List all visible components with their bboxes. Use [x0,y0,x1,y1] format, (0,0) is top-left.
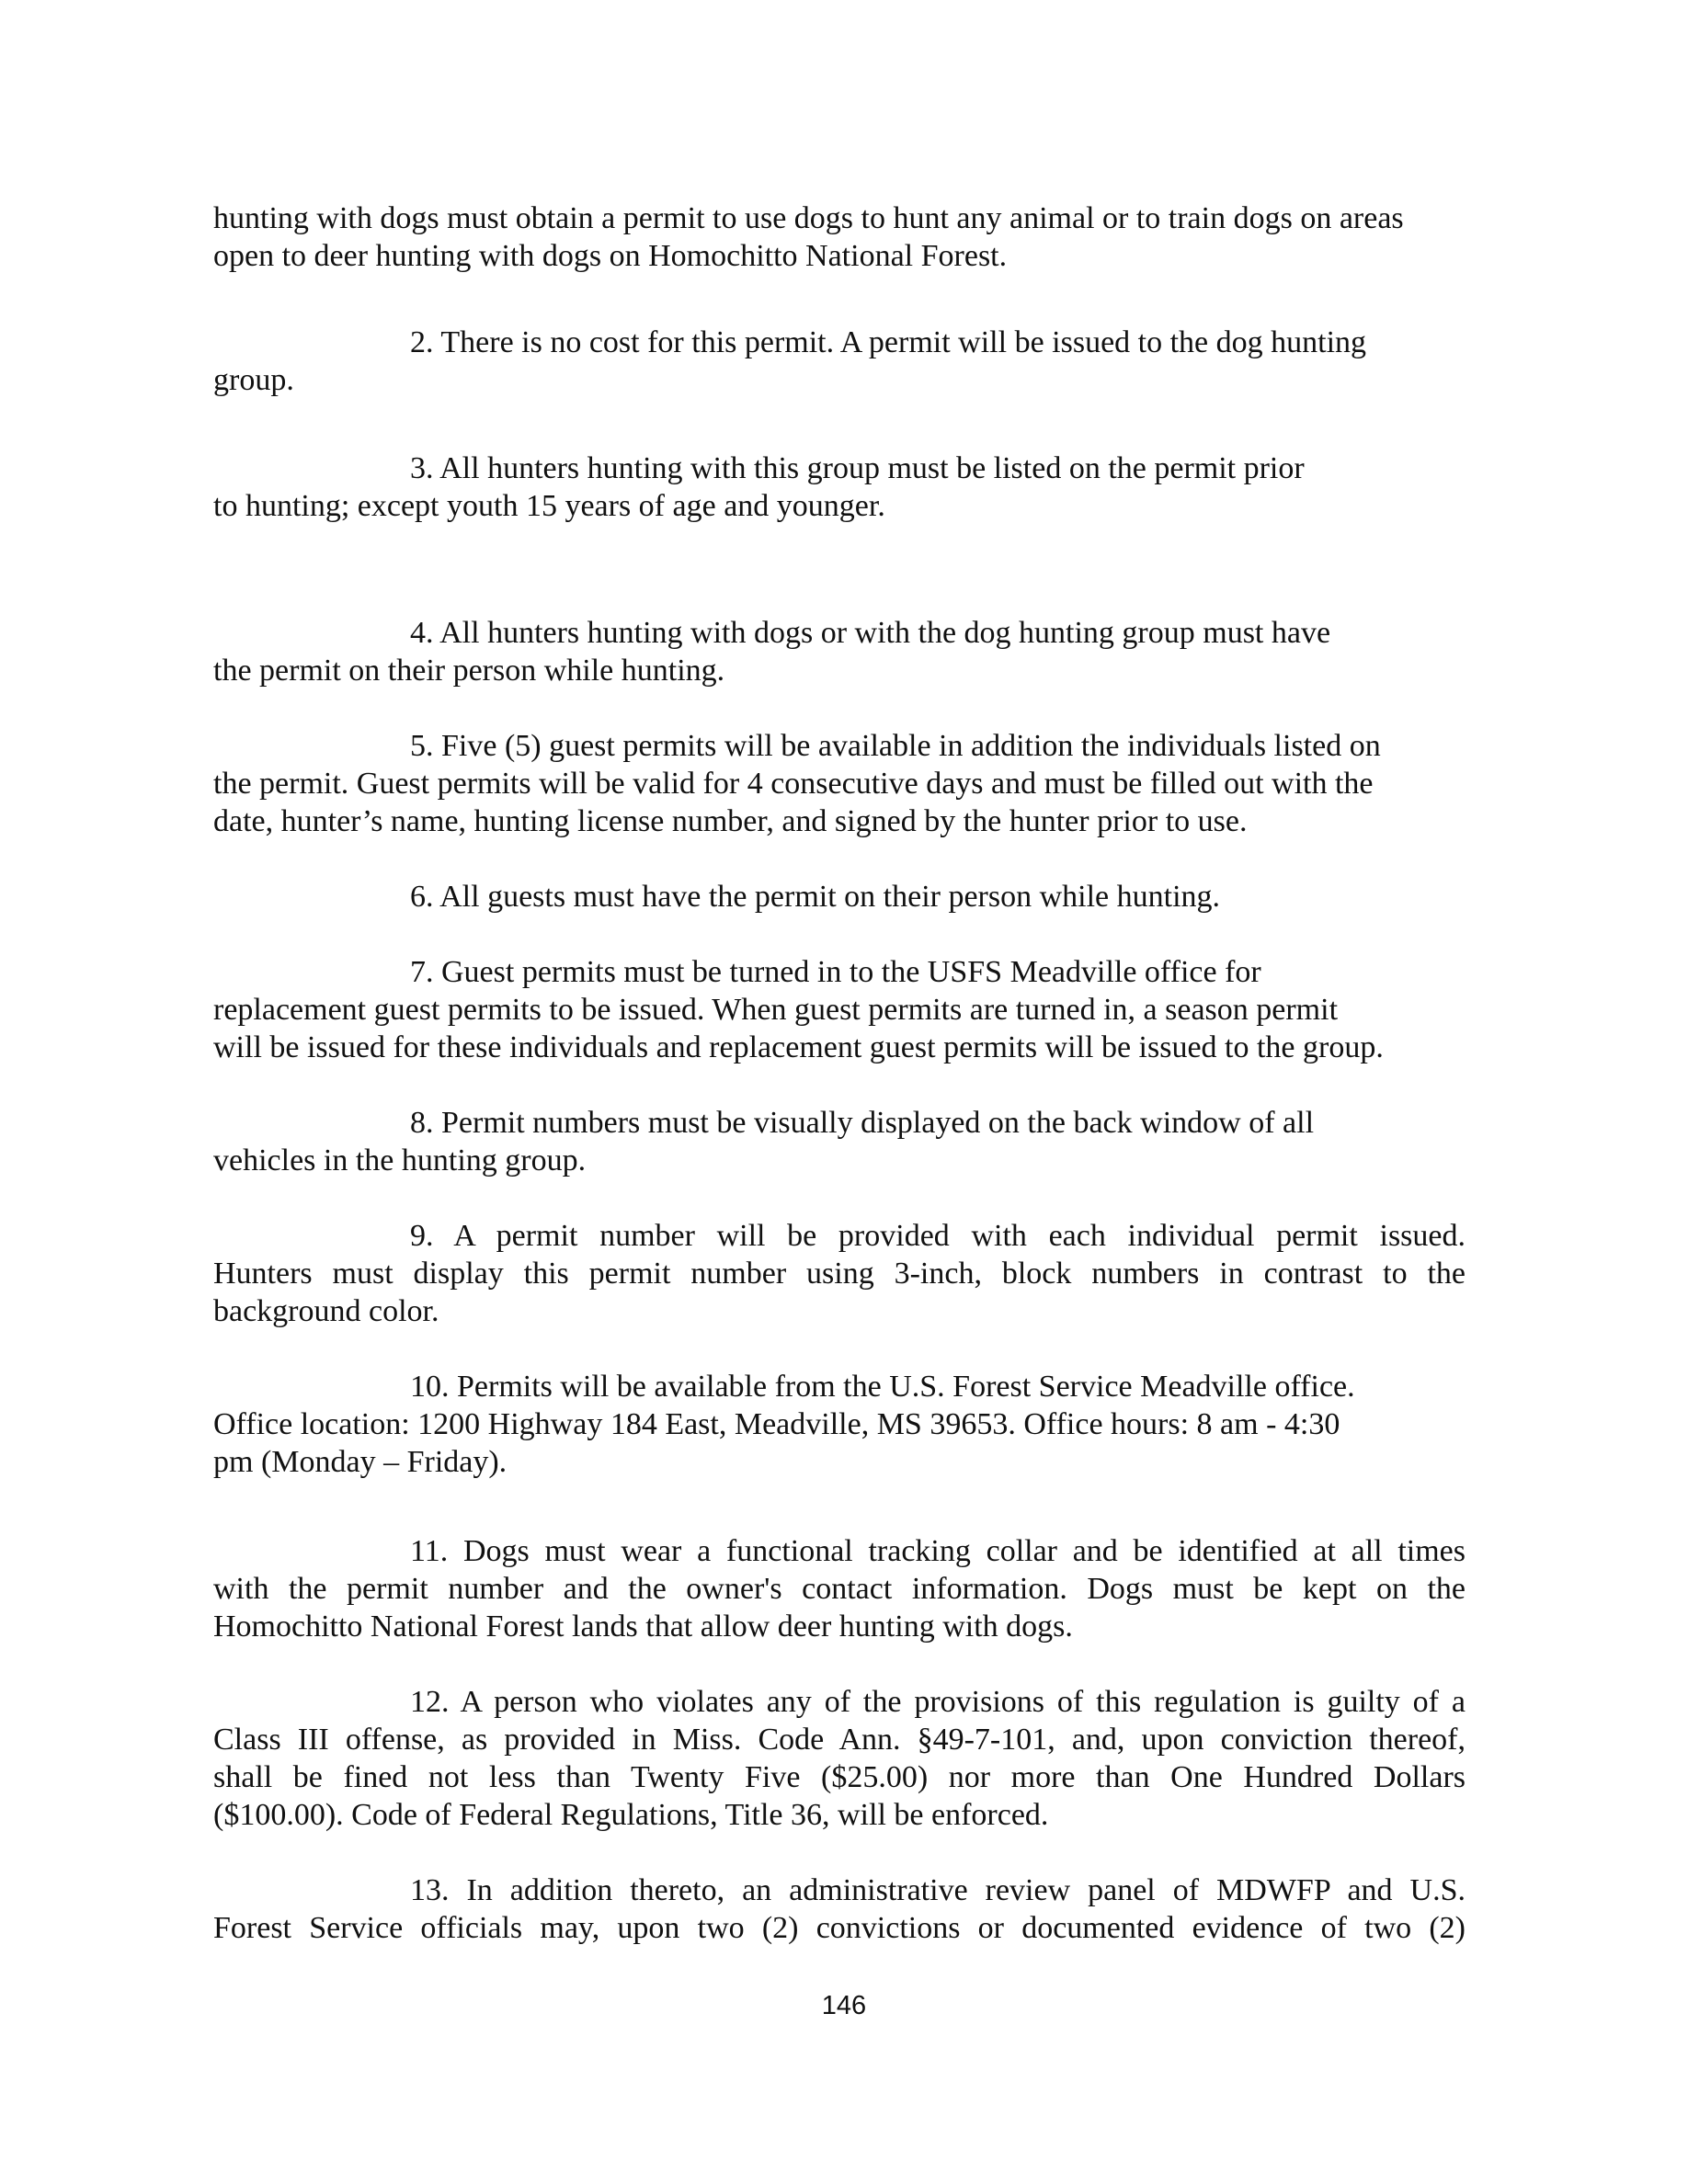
text-line: Office location: 1200 Highway 184 East, Meadville, MS 39653. Office hours: 8 am - 4:30 [213,1407,1340,1441]
item-2-paragraph [213,324,1466,399]
page-number: 146 [821,1991,867,2020]
text-line: group. [213,363,294,397]
item-10-paragraph [213,1368,1466,1481]
text-line: 4. All hunters hunting with dogs or with the dog hunting group must have [410,616,1331,650]
text-line: the permit. Guest permits will be valid for 4 consecutive days and must be filled out with the [213,767,1374,801]
item-7-paragraph [213,953,1466,1066]
item-4-paragraph [213,614,1466,689]
item-12-paragraph [213,1683,1466,1834]
text-line: replacement guest permits to be issued. When guest permits are turned in, a season permit [213,993,1339,1027]
text-line: Forest Service officials may, upon two (2) convictions or documented evidence of two (2) [213,1911,1466,1945]
text-line: 2. There is no cost for this permit. A permit will be issued to the dog hunting [410,325,1367,359]
text-line: 9. A permit number will be provided with each individual permit issued. [410,1219,1466,1253]
text-line: date, hunter’s name, hunting license number, and signed by the hunter prior to use. [213,804,1248,838]
text-line: Homochitto National Forest lands that allow deer hunting with dogs. [213,1610,1073,1644]
text-line: 3. All hunters hunting with this group must be listed on the permit prior [410,451,1305,485]
text-line: to hunting; except youth 15 years of age and younger. [213,489,885,523]
item-5-paragraph [213,727,1466,840]
text-line: 6. All guests must have the permit on their person while hunting. [410,880,1221,914]
text-line: with the permit number and the owner's contact information. Dogs must be kept on the [213,1572,1466,1606]
text-line: Class III offense, as provided in Miss. Code Ann. §49-7-101, and, upon conviction thereof, [213,1723,1466,1757]
text-line: hunting with dogs must obtain a permit to use dogs to hunt any animal or to train dogs on areas [213,201,1404,235]
text-line: ($100.00). Code of Federal Regulations, Title 36, will be enforced. [213,1798,1049,1832]
item-11-paragraph [213,1532,1466,1645]
text-line: will be issued for these individuals and replacement guest permits will be issued to the group. [213,1030,1384,1064]
text-line: 13. In addition thereto, an administrative review panel of MDWFP and U.S. [410,1873,1466,1907]
text-line: Hunters must display this permit number using 3-inch, block numbers in contrast to the [213,1257,1466,1291]
item-8-paragraph [213,1104,1466,1179]
text-line: pm (Monday – Friday). [213,1445,508,1479]
text-line: open to deer hunting with dogs on Homochitto National Forest. [213,239,1008,273]
text-line: 12. A person who violates any of the provisions of this regulation is guilty of a [410,1685,1466,1719]
item-13-paragraph [213,1871,1466,1947]
text-line: the permit on their person while hunting. [213,654,725,688]
item-3-paragraph [213,449,1466,525]
text-line: 7. Guest permits must be turned in to the USFS Meadville office for [410,955,1261,989]
text-line: vehicles in the hunting group. [213,1143,587,1177]
text-line: 5. Five (5) guest permits will be available in addition the individuals listed on [410,729,1381,763]
item-9-paragraph [213,1217,1466,1330]
text-line: 8. Permit numbers must be visually displayed on the back window of all [410,1106,1315,1140]
text-line: 10. Permits will be available from the U.S. Forest Service Meadville office. [410,1370,1355,1404]
text-line: 11. Dogs must wear a functional tracking collar and be identified at all times [410,1534,1466,1568]
text-line: background color. [213,1294,439,1328]
intro-continuation-paragraph [213,199,1466,275]
text-line: shall be fined not less than Twenty Five ($25.00) nor more than One Hundred Dollars [213,1760,1466,1794]
item-6-paragraph [213,878,1466,916]
